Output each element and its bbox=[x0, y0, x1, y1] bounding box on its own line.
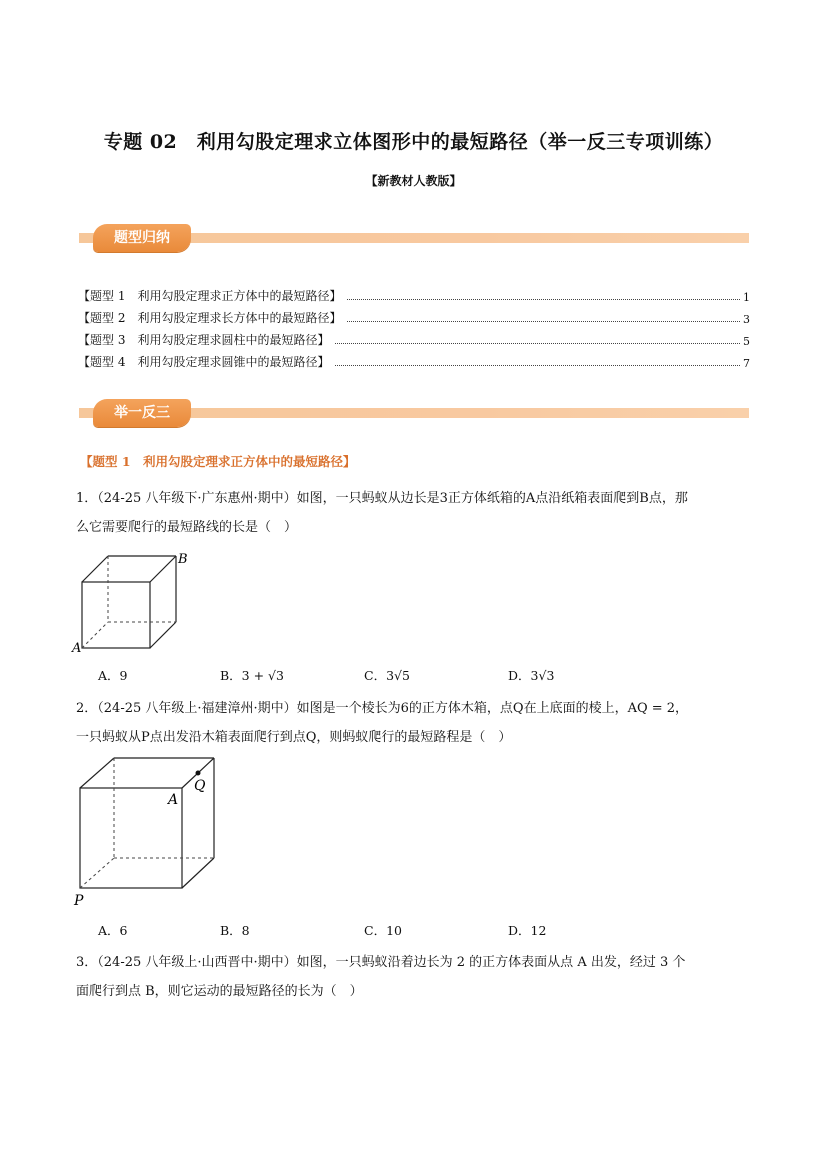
section-heading-type-1: 【题型 1 利用勾股定理求正方体中的最短路径】 bbox=[80, 454, 356, 469]
page-subtitle: 【新教材人教版】 bbox=[365, 174, 462, 188]
toc-page: 1 bbox=[743, 291, 750, 304]
question-1-line-1: 1．（24-25 八年级下·广东惠州·期中）如图，一只蚂蚁从边长是3正方体纸箱的A点沿纸箱表面爬到B点，那 bbox=[76, 491, 688, 506]
question-2-line-2: 一只蚂蚁从P点出发沿木箱表面爬行到点Q，则蚂蚁爬行的最短路程是（ ） bbox=[76, 730, 512, 745]
point-p-label: P bbox=[74, 893, 84, 909]
toc-label: 【题型 4 利用勾股定理求圆锥中的最短路径】 bbox=[78, 355, 330, 369]
question-1-line-2: 么它需要爬行的最短路线的长是（ ） bbox=[76, 520, 298, 535]
point-a-label: A bbox=[168, 792, 179, 808]
question-3-line-2: 面爬行到点 B，则它运动的最短路径的长为（ ） bbox=[76, 984, 363, 999]
option-c[interactable]: C．3√5 bbox=[364, 668, 410, 683]
toc-leader bbox=[347, 321, 740, 322]
option-c[interactable]: C．10 bbox=[364, 923, 402, 938]
toc-label: 【题型 1 利用勾股定理求正方体中的最短路径】 bbox=[78, 289, 342, 303]
toc-page: 5 bbox=[743, 335, 750, 348]
option-a[interactable]: A．9 bbox=[98, 668, 128, 683]
cube-figure-1 bbox=[70, 548, 200, 656]
point-b-label: B bbox=[178, 552, 188, 567]
cube-figure-2 bbox=[70, 752, 220, 912]
toc-leader bbox=[347, 299, 740, 300]
point-q-dot bbox=[196, 771, 201, 776]
banner-tag: 举一反三 bbox=[93, 399, 191, 427]
question-1 bbox=[76, 484, 756, 542]
option-d[interactable]: D．3√3 bbox=[508, 668, 555, 683]
page-title: 专题 02 利用勾股定理求立体图形中的最短路径（举一反三专项训练） bbox=[103, 131, 724, 153]
banner-examples bbox=[79, 399, 749, 429]
toc-item-3[interactable] bbox=[78, 328, 750, 348]
question-3 bbox=[76, 948, 756, 1006]
toc-item-2[interactable] bbox=[78, 306, 750, 326]
option-b[interactable]: B．8 bbox=[220, 923, 250, 938]
toc-page: 7 bbox=[743, 357, 750, 370]
option-a[interactable]: A．6 bbox=[98, 923, 128, 938]
point-q-label: Q bbox=[194, 778, 206, 794]
cube-front-face bbox=[80, 788, 182, 888]
point-a-label: A bbox=[72, 641, 82, 656]
toc-leader bbox=[335, 365, 740, 366]
question-2-line-1: 2．（24-25 八年级上·福建漳州·期中）如图是一个棱长为6的正方体木箱，点Q在上底面的棱上，AQ = 2， bbox=[76, 701, 689, 716]
toc-leader bbox=[335, 343, 740, 344]
option-b[interactable]: B．3 + √3 bbox=[220, 668, 284, 683]
toc-page: 3 bbox=[743, 313, 750, 326]
toc-label: 【题型 2 利用勾股定理求长方体中的最短路径】 bbox=[78, 311, 342, 325]
toc-item-4[interactable] bbox=[78, 350, 750, 370]
question-2 bbox=[76, 694, 756, 752]
option-d[interactable]: D．12 bbox=[508, 923, 547, 938]
banner-question-types bbox=[79, 224, 749, 254]
question-3-line-1: 3．（24-25 八年级上·山西晋中·期中）如图，一只蚂蚁沿着边长为 2 的正方体表面从点 A 出发，经过 3 个 bbox=[76, 955, 686, 970]
toc-item-1[interactable] bbox=[78, 284, 750, 304]
banner-tag: 题型归纳 bbox=[93, 224, 191, 252]
toc-label: 【题型 3 利用勾股定理求圆柱中的最短路径】 bbox=[78, 333, 330, 347]
